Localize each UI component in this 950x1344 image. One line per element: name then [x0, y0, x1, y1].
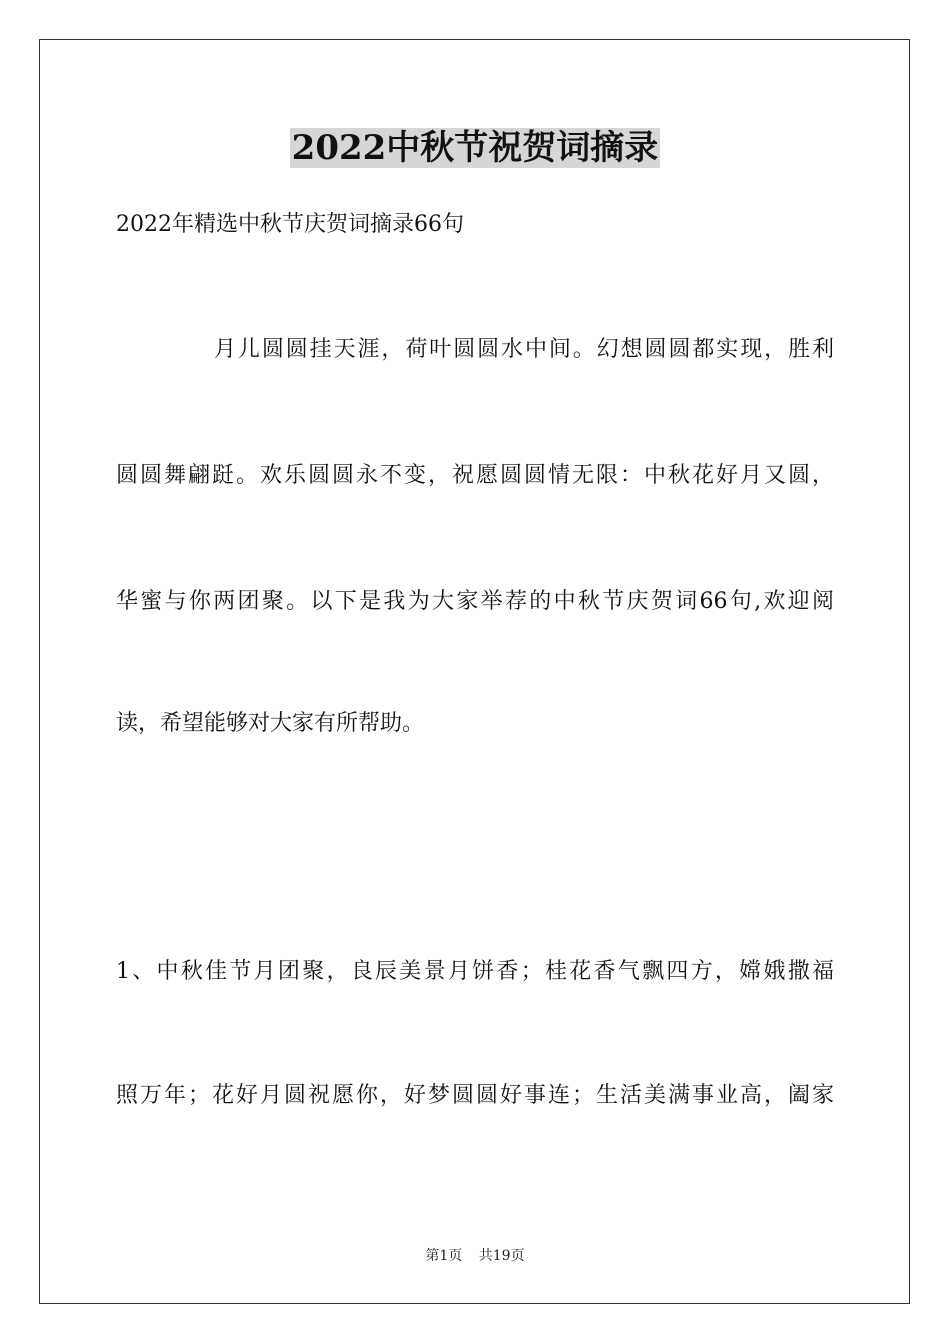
intro-line-4: 读，希望能够对大家有所帮助。: [116, 711, 425, 736]
document-title: 2022中秋节祝贺词摘录: [291, 128, 659, 168]
current-page-number: 第1页: [425, 1248, 463, 1264]
document-title-wrap: [0, 128, 950, 174]
item-1-line-2: 照万年；花好月圆祝愿你，好梦圆圆好事连；生活美满事业高，阖家: [116, 1083, 834, 1108]
page-footer: [0, 1246, 950, 1266]
intro-line-2: 圆圆舞翩跹。欢乐圆圆永不变，祝愿圆圆情无限：中秋花好月又圆，: [116, 463, 834, 488]
total-page-count: 共19页: [478, 1248, 525, 1264]
intro-line-3: 华蜜与你两团聚。以下是我为大家举荐的中秋节庆贺词66句,欢迎阅: [116, 589, 834, 614]
document-subtitle: 2022年精选中秋节庆贺词摘录66句: [116, 212, 464, 237]
item-1-line-1: 1、中秋佳节月团聚，良辰美景月饼香；桂花香气飘四方，嫦娥撒福: [116, 959, 834, 984]
intro-line-1: 月儿圆圆挂天涯，荷叶圆圆水中间。幻想圆圆都实现，胜利: [214, 337, 834, 362]
